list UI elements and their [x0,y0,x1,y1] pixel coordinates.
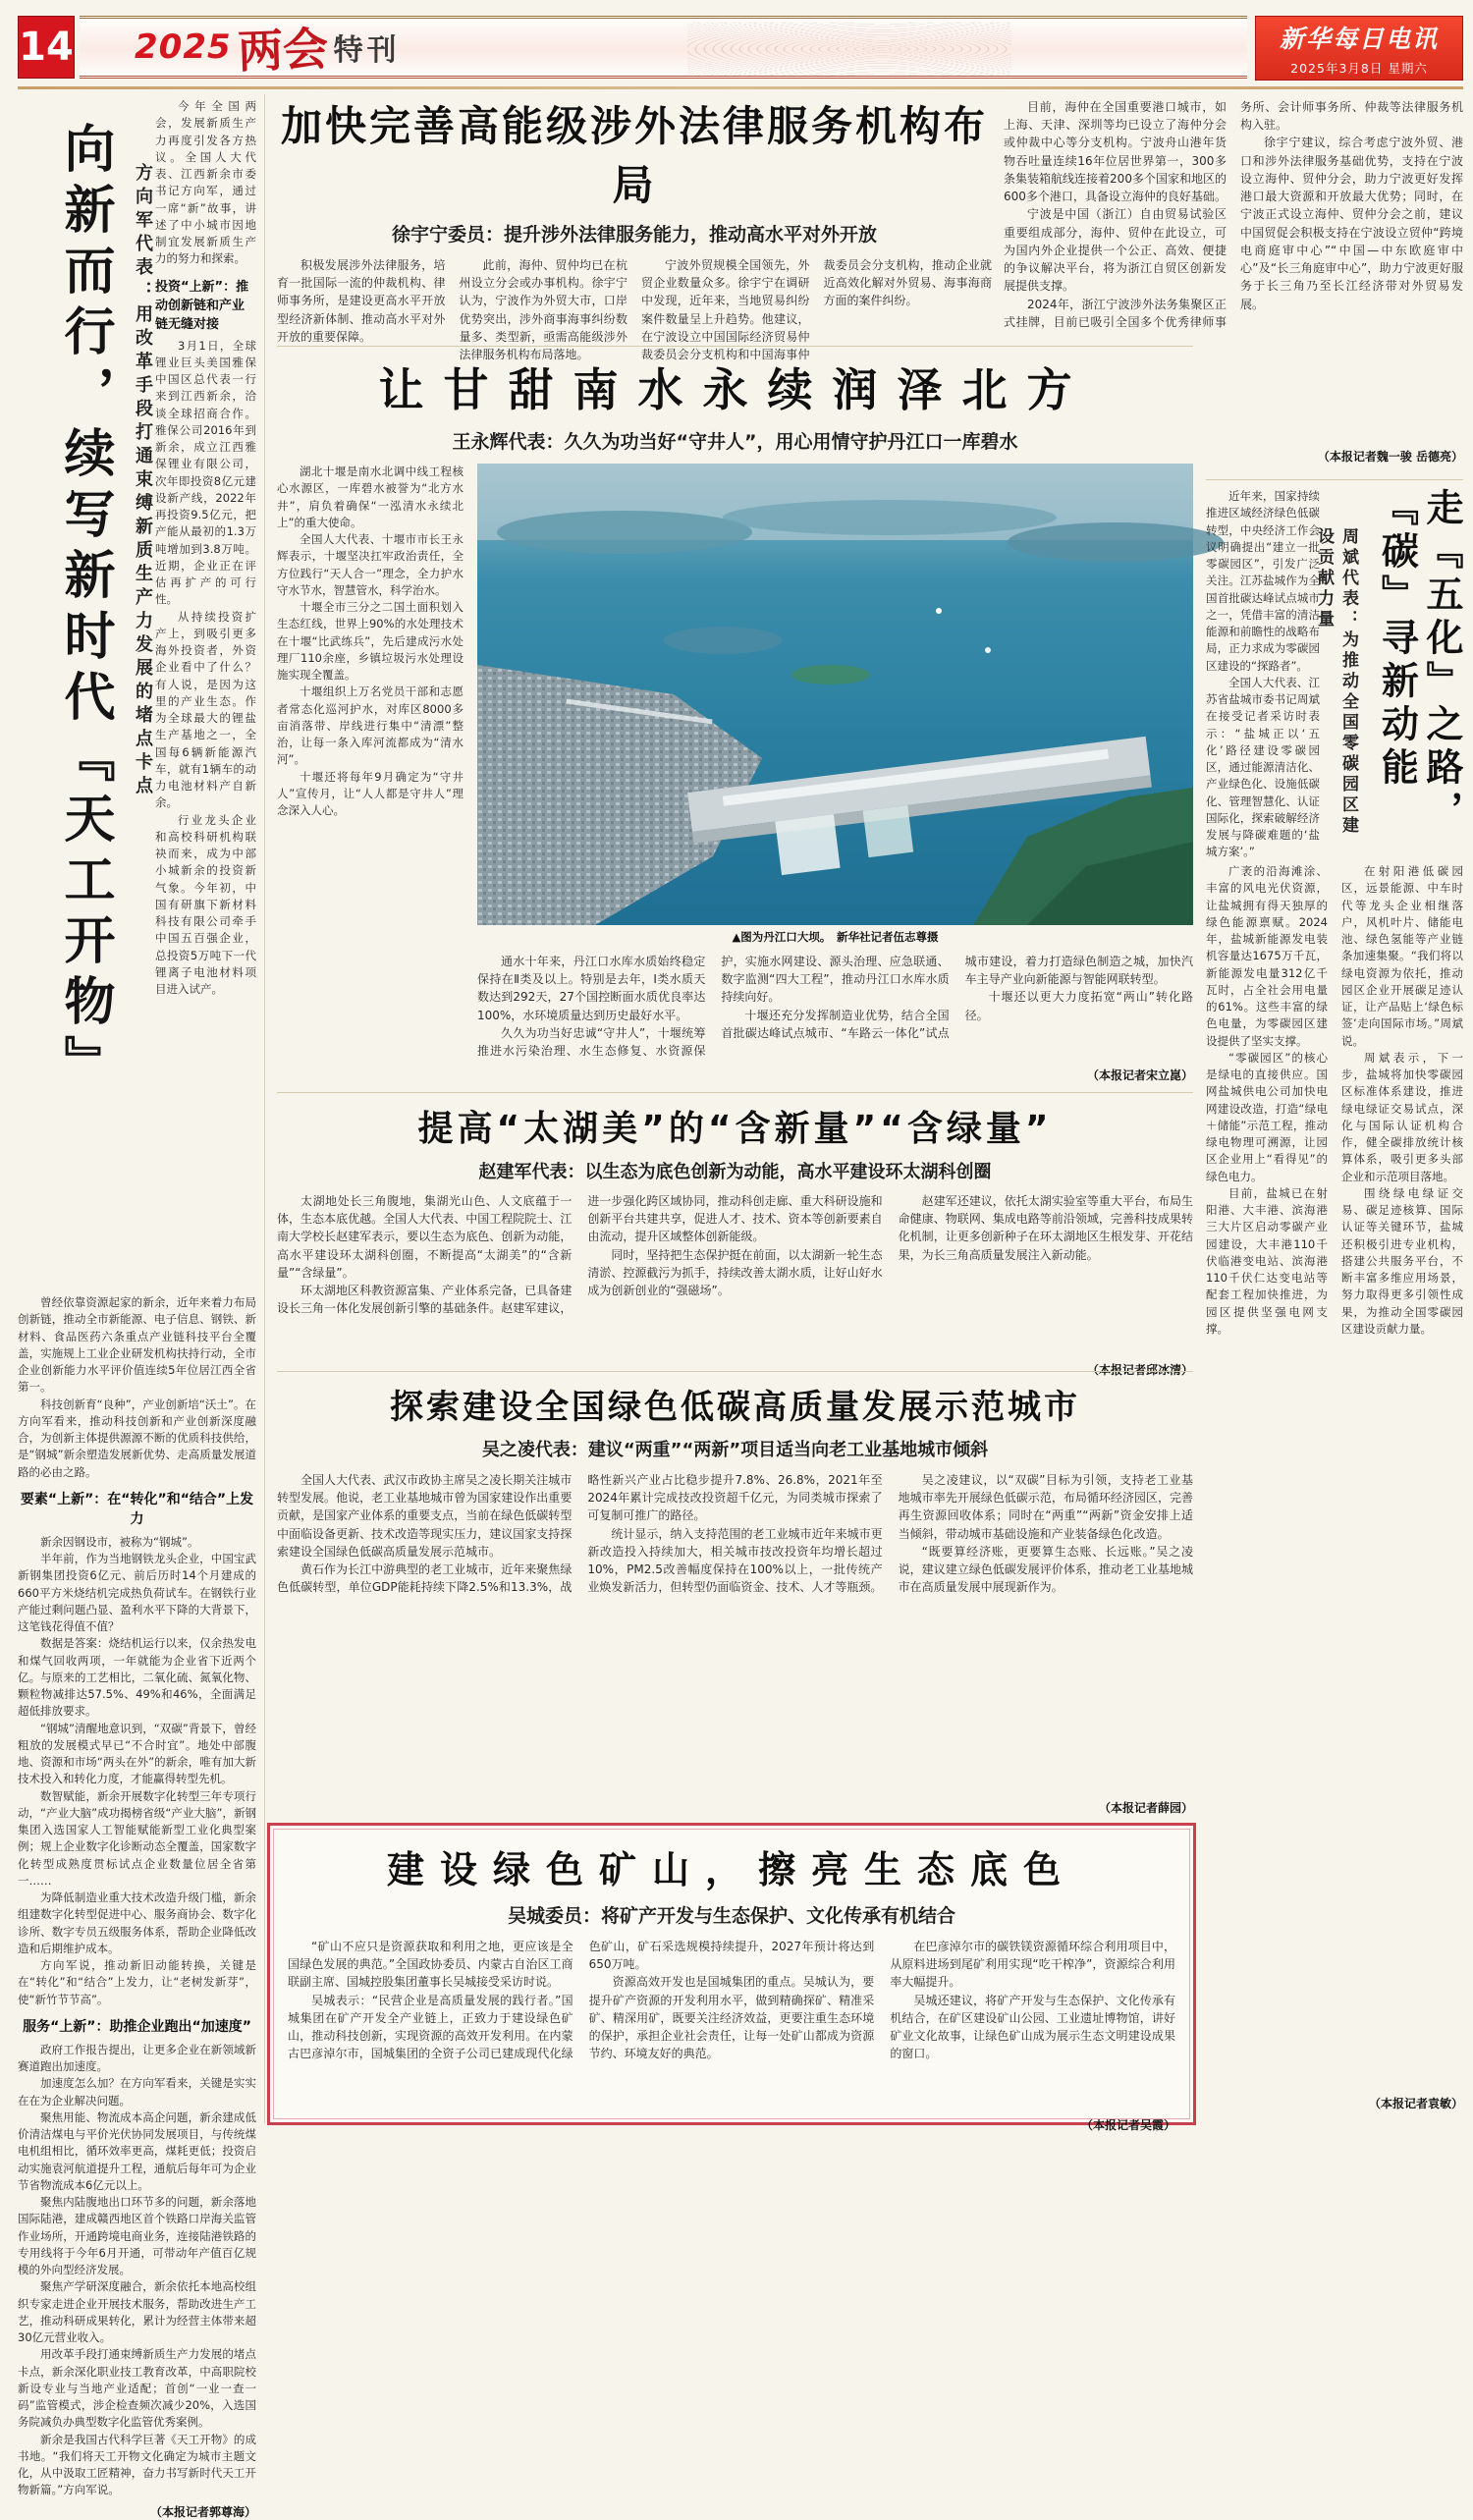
body-paragraph: 宁波外贸规模全国领先，外贸企业数量众多。徐宇宁在调研中发现，近年来，当地贸易纠纷案件数量呈上升趋势。他建议，在宁波设立中国国际经济贸易仲裁委员会分支机构和中国海事仲裁委员会分支机构，推动企业就近高效化解对外贸易、海事海商方面的案件纠纷。 [641,258,992,362]
article-mine-headline: 建设绿色矿山，擦亮生态底色 [386,1848,1076,1891]
body-paragraph: 久久为功当好忠诚“守井人”，十堰统筹推进水污染治理、水生态修复、水资源保护，实施水网建设、源头治理、应急联通、数字监测“四大工程”，推动丹江口水库水质持续向好。 [477,955,950,1059]
danjiangkou-dam-photo [477,464,1193,925]
body-paragraph: “既要算经济账，更要算生态账、长远账。”吴之凌说，建议建立绿色低碳发展评价体系，推动老工业基地城市在高质量发展中展现新作为。 [898,1544,1193,1595]
body-paragraph: 周斌表示，下一步，盐城将加快零碳园区标准体系建设，推进绿电绿证交易试点，深化与国际认证机构合作，健全碳排放统计核算体系，吸引更多头部企业和示范项目落地。 [1341,1050,1463,1183]
body-paragraph: 宁波是中国（浙江）自由贸易试验区重要组成部分，海仲、贸仲在此设立，可为国内外企业提供一个公正、高效、便捷的争议解决平台，将为浙江自贸区创新发展提供支撑。 [1004,207,1227,294]
article-carbon-subhead-vertical: 周斌代表：为推动全国零碳园区建设贡献力量 [1314,527,1358,837]
article-water-right [477,464,1193,1083]
article-water-subhead: 王永辉代表：久久为功当好“守井人”，用心用情守护丹江口一库碧水 [452,431,1018,453]
article-carbon [1206,479,1463,2127]
body-paragraph: 湖北十堰是南水北调中线工程核心水源区，一库碧水被誉为“北方水井”，肩负着确保“一泓清水永续北上”的重大使命。 [277,465,464,529]
body-paragraph: 科技创新育“良种”，产业创新培“沃土”。在方向军看来，推动科技创新和产业创新深度融合，为创新主体提供源源不断的优质科技供给，是“钢城”新余塑造发展新优势、走高质量发展道路的必由之路。 [18,1397,256,1479]
body-paragraph: 徐宇宁建议，综合考虑宁波外贸、港口和涉外法律服务基础优势，支持在宁波设立海仲、贸仲分会，助力宁波更好发挥港口最大资源和开放最大优势；同时，在宁波正式设立海仲、贸仲分会之前，建议中国贸促会积极支持在宁波设立贸仲“跨境电商庭审中心”“中国—中东欧庭审中心”及“长三角庭审中心”，助力宁波更好服务于长三角乃至长江经济带对外贸易发展。 [1240,136,1463,311]
body-paragraph: “矿山不应只是资源获取和利用之地，更应该是全国绿色发展的典范。”全国政协委员、内蒙古自治区工商联副主席、国城控股集团董事长吴城接受采访时说。 [288,1940,573,1990]
article-legal-subhead: 徐宇宁委员：提升涉外法律服务能力，推动高水平对外开放 [391,224,877,246]
article-taihu-headline: 提高“太湖美”的“含新量”“含绿量” [417,1109,1053,1149]
left-feature-byline: （本报记者郭尊海） [149,2504,256,2519]
article-city-headline: 探索建设全国绿色低碳高质量发展示范城市 [390,1388,1080,1427]
article-city-byline: （本报记者薛园） [1098,1801,1193,1815]
masthead-box [1255,16,1463,81]
section-heading-service: 服务“上新”：助推企业跑出“加速度” [23,2018,251,2035]
body-paragraph: 同时，坚持把生态保护挺在前面，以太湖新一轮生态清淤、控源截污为抓手，持续改善太湖水质，让好山好水成为创新创业的“强磁场”。 [587,1247,883,1298]
body-paragraph: 在巴彦淖尔市的碳铁镁资源循环综合利用项目中，从原料进场到尾矿利用实现“吃干榨净”，资源综合利用率大幅提升。 [890,1940,1175,1990]
article-city-subhead: 吴之凌代表：建议“两重”“两新”项目适当向老工业基地城市倾斜 [481,1440,989,1460]
left-feature-headline-vertical: 向新而行，续写新时代『天工开物』 [55,122,114,1096]
body-paragraph: 围绕绿电绿证交易、碳足迹核算、国际认证等关键环节，盐城还积极引进专业机构，搭建公共服务平台，不断丰富多维应用场景，努力取得更多引领性成果，为推动全国零碳园区建设贡献力量。 [1341,1185,1463,1336]
body-paragraph: 在射阳港低碳园区，远景能源、中车时代等龙头企业相继落户，风机叶片、储能电池、绿色氢能等产业链条加速集聚。“我们将以绿电资源为依托，推动园区企业开展碳足迹认证，让产品贴上‘绿色标签’走向国际市场。”周斌说。 [1341,864,1463,1048]
body-paragraph: 太湖地处长三角腹地，集湖光山色、人文底蕴于一体，生态本底优越。全国人大代表、中国工程院院士、江南大学校长赵建军表示，要以生态为底色、创新为动能，高水平建设环太湖科创圈，不断提高“太湖美”的“含新量”“含绿量”。 [277,1194,573,1280]
body-paragraph: 半年前，作为当地钢铁龙头企业，中国宝武新钢集团投资6亿元、前后历时14个月建成的660平方米烧结机完成热负荷试车。在钢铁行业产能过剩问题凸显、盈利水平下降的大背景下，这笔钱花得值不值？ [18,1552,256,1633]
banner-swirl-decoration [687,23,1011,76]
article-taihu [277,1092,1193,1377]
banner-brand-calligraphy: 两会 [236,22,329,79]
article-legal-byline: （本报记者魏一骏 岳德亮） [1317,450,1463,464]
body-paragraph: 赵建军还建议，依托太湖实验室等重大平台，布局生命健康、物联网、集成电路等前沿领域，完善科技成果转化机制，让更多创新种子在环太湖地区生根发芽、开花结果，为长三角高质量发展注入新动能。 [898,1194,1193,1262]
left-feature-subhead-vertical: 方向军代表：用改革手段打通束缚新质生产力发展的堵点卡点 [133,163,153,799]
article-legal-main [277,94,992,362]
article-water-bottom-columns [477,953,1193,1063]
body-paragraph: 资源高效开发也是国城集团的重点。吴城认为，要提升矿产资源的开发利用水平，做到精确探矿、精准采矿、精深用矿，既要关注经济效益，更要注重生态环境的保护，承担企业社会责任，让每一处矿山都成为资源节约、环境友好的典范。 [588,1975,875,2061]
body-paragraph: 十堰组织上万名党员干部和志愿者常态化巡河护水，对库区8000多亩消落带、岸线进行集中“清漂”整治，让每一条入库河流都成为“清水河”。 [277,685,464,767]
body-paragraph: 曾经依靠资源起家的新余，近年来着力布局创新链，推动全市新能源、电子信息、钢铁、新材料、食品医药六条重点产业链科技平台全覆盖，实施规上工业企业研发机构扶持行动，全市企业创新能力水平评价值连续5年位居江西全省第一。 [18,1295,256,1395]
body-paragraph: 方向军说，推动新旧动能转换，关键是在“转化”和“结合”上发力，让“老树发新芽”，使“新竹节节高”。 [18,1958,256,2006]
body-paragraph: 2024年，浙江宁波涉外法务集聚区正式挂牌，目前已吸引全国多个优秀律师事务所、会计师事务所、仲裁等法律服务机构入驻。 [1004,100,1463,329]
body-paragraph: 政府工作报告提出，让更多企业在新领域新赛道跑出加速度。 [18,2042,256,2073]
edition-banner [80,16,1247,79]
article-taihu-byline: （本报记者邱冰清） [1086,1363,1193,1377]
body-paragraph: 用改革手段打通束缚新质生产力发展的堵点卡点，新余深化职业技工教育改革，中高职院校新设专业与当地产业适配；首创“一业一查一码”监管模式，涉企检查频次减少20%，入选国务院减负办典型数字化监管优秀案例。 [18,2347,256,2430]
body-paragraph: 行业龙头企业和高校科研机构联袂而来，成为中部小城新余的投资新气象。今年初，中国有研旗下新材料科技有限公司牵手中国五百强企业，总投资5万吨下一代锂离子电池材料项目进入试产。 [155,812,256,996]
section-invest-paras [18,1294,256,1481]
article-mine-byline: （本报记者吴霞） [1080,2118,1175,2132]
article-legal-headline: 加快完善高能级涉外法律服务机构布局 [280,102,988,209]
body-paragraph: 聚焦内陆腹地出口环节多的问题，新余落地国际陆港，建成赣西地区首个铁路口岸海关监管作业场所，开通跨境电商业务，连接陆港铁路的专用线将于今年6月开通，可带动年产值百亿规模的外向型经济发展。 [18,2195,256,2276]
article-carbon-lead-column [1206,488,1320,859]
body-paragraph: 通水十年来，丹江口水库水质始终稳定保持在Ⅱ类及以上。特别是去年，Ⅰ类水质天数达到292天，27个国控断面水质优良率达100%，水环境质量达到历史最好水平。 [477,955,706,1022]
left-feature-intro: 今年全国两会，发展新质生产力再度引发各方热议。全国人大代表、江西新余市委书记方向军，通过一席“新”故事，讲述了中小城市因地制宜发展新质生产力的努力和探索。 [155,99,256,266]
article-carbon-top [1206,488,1463,859]
header-rule [18,86,1463,89]
body-paragraph: 统计显示，纳入支持范围的老工业城市近年来城市更新改造投入持续加大，相关城市技改投资年均增长超过10%，PM2.5改善幅度保持在100%以上，一批传统产业焕发新活力，但转型仍面临资金、技术、人才等瓶颈。 [587,1526,883,1595]
body-paragraph: “零碳园区”的核心是绿电的直接供应。国网盐城供电公司加快电网建设改造，打造“绿电＋储能”示范工程，推动绿电物理可溯源，让园区企业用上“看得见”的绿色电力。 [1206,1050,1328,1183]
masthead-title: 新华每日电讯 [1279,25,1439,53]
masthead-date: 2025年3月8日 星期六 [1290,61,1428,76]
photo-caption: ▲图为丹江口大坝。 新华社记者伍志尊摄 [732,930,939,944]
body-paragraph: 目前，盐城已在射阳港、大丰港、滨海港三大片区启动零碳产业园建设，大丰港110千伏临港变电站、滨海港110千伏仁达变电站等配套工程加快推进，为园区提供坚强电网支撑。 [1206,1185,1328,1336]
section-heading-invest: 投资“上新”：推动创新链和产业链无缝对接 [155,279,249,332]
body-paragraph: 此前，海仲、贸仲均已在杭州设立分会或办事机构。徐宇宁认为，宁波作为外贸大市，口岸优势突出，涉外商事海事纠纷数量多、类型新，亟需高能级涉外法律服务机构布局落地。 [459,258,627,362]
body-paragraph: 从持续投资扩产上，到吸引更多海外投资者，外资企业看中了什么？有人说，是因为这里的产业生态。作为全球最大的锂盐生产基地之一，全国每6辆新能源汽车，就有1辆车的动力电池材料产自新余。 [155,609,256,810]
body-paragraph: 环太湖地区科教资源富集、产业体系完备，已具备建设长三角一体化发展创新引擎的基础条件。赵建军建议，进一步强化跨区域协同，推动科创走廊、重大科研设施和创新平台共建共享，促进人才、技术、资本等创新要素自由流动，提升区域整体创新能级。 [277,1194,883,1316]
body-paragraph: 数据是答案：烧结机运行以来，仅余热发电和煤气回收两项，一年就能为企业省下近两个亿。与原来的工艺相比，二氧化硫、氮氧化物、颗粒物减排达57.5%、49%和46%，全面满足超低排放要求。 [18,1636,256,1719]
body-paragraph: 十堰全市三分之二国土面积划入生态红线，世界上90%的水处理技术在十堰“比武练兵”，先后建成污水处理厂110余座，乡镇垃圾污水处理设施实现全覆盖。 [277,600,464,682]
article-mine-columns [288,1938,1175,2112]
left-feature-intro-column [155,94,256,1290]
article-taihu-subhead: 赵建军代表：以生态为底色创新为动能，高水平建设环太湖科创圈 [478,1162,992,1182]
body-paragraph: 积极发展涉外法律服务，培育一批国际一流的仲裁机构、律师事务所，是建设更高水平开放型经济新体制、推动高水平对外开放的重要保障。 [277,258,446,344]
body-paragraph: 新余是我国古代科学巨著《天工开物》的成书地。“我们将天工开物文化确定为城市主题文化，从中汲取工匠精神，奋力书写新时代天工开物新篇。”方向军说。 [18,2432,256,2497]
body-paragraph: 目前，海仲在全国重要港口城市，如上海、天津、深圳等均已设立了海仲分会或仲裁中心等分支机构。宁波舟山港年货物吞吐量连续16年位居世界第一，300多条集装箱航线连接着200多个国家和地区的600多个港口，具备设立海仲的良好基础。 [1004,100,1227,204]
page-number-badge: 14 [18,16,75,79]
body-paragraph: 黄石作为长江中游典型的老工业城市，近年来聚焦绿色低碳转型，单位GDP能耗持续下降2.5%和13.3%，战略性新兴产业占比稳步提升7.8%、26.8%，2021年至2024年累计完成技改投资超千亿元，为同类城市探索了可复制可推广的路径。 [277,1473,883,1595]
article-city [277,1371,1193,1815]
body-paragraph: 新余因钢设市，被称为“钢城”。 [40,1534,199,1549]
article-water-headline: 让甘甜南水永续润泽北方 [378,363,1092,416]
article-taihu-columns [277,1192,1193,1357]
article-carbon-headline-vertical: 走『五化』之路，『碳』寻新动能 [1375,488,1463,834]
body-paragraph: 近年来，国家持续推进区域经济绿色低碳转型，中央经济工作会议明确提出“建立一批零碳园区”，引发广泛关注。江苏盐城作为全国首批碳达峰试点城市之一，凭借丰富的清洁能源和前瞻性的战略布局，正力求成为零碳园区建设的“探路者”。 [1206,489,1320,673]
left-feature-top [18,94,256,1290]
body-paragraph: 吴城表示：“民营企业是高质量发展的践行者。”国城集团在矿产开发全产业链上，正致力于建设绿色矿山，推动科技创新，实现资源的高效开发利用。在内蒙古巴彦淖尔市，国城集团的全资子公司已建成现代化绿色矿山，矿石采选规模持续提升，2027年预计将达到650万吨。 [288,1940,875,2061]
section-service-paras [18,2042,256,2499]
article-city-columns [277,1471,1193,1795]
body-paragraph: 十堰还充分发挥制造业优势，结合全国首批碳达峰试点城市、“车路云一体化”试点城市建设，着力打造绿色制造之城，加快汽车主导产业向新能源与智能网联转型。 [721,955,1193,1040]
article-carbon-byline: （本报记者袁敏） [1368,2097,1463,2110]
article-mine-box [267,1823,1196,2132]
body-paragraph: 广袤的沿海滩涂、丰富的风电光伏资源，让盐城拥有得天独厚的绿色能源禀赋。2024年，盐城新能源发电装机容量达1675万千瓦，新能源发电量312亿千瓦时，占全社会用电量的61%。这些丰富的绿色电量，为零碳园区建设提供了坚实支撑。 [1206,864,1328,1048]
body-paragraph: 聚焦用能、物流成本高企问题，新余建成低价清洁煤电与平价光伏协同发展项目，与传统煤电机组相比，循环效率更高，煤耗更低；投资启动实施袁河航道提升工程，通航后每年可为企业节省物流成本6亿元以上。 [18,2109,256,2192]
banner-year: 2025 [135,27,232,67]
body-paragraph: 吴之凌建议，以“双碳”目标为引领，支持老工业基地城市率先开展绿色低碳示范，布局循环经济园区，完善再生资源回收体系；同时在“两重”“两新”资金安排上适当倾斜，带动城市基础设施和产业装备绿色化改造。 [898,1473,1193,1541]
article-water-left-column [277,464,464,1063]
body-paragraph: 数智赋能，新余开展数字化转型三年专项行动，“产业大脑”成功揭榜省级“产业大脑”，新钢集团入选国家人工智能赋能新型工业化典型案例；规上企业数字化诊断动态全覆盖，国家数字化转型成熟度贯标试点企业数量位居全省第一…… [18,1788,256,1888]
body-paragraph: 加速度怎么加？在方向军看来，关键是实实在在为企业解决问题。 [18,2076,256,2108]
section-factor-paras [18,1534,256,2008]
body-paragraph: 为降低制造业重大技术改造升级门槛，新余组建数字化转型促进中心、服务商协会、数字化诊所、数字专员五级服务体系，帮助企业降低改造和后期维护成本。 [18,1890,256,1955]
banner-suffix: 特刊 [333,33,401,68]
article-water-byline: （本报记者宋立崑） [1086,1068,1193,1082]
body-paragraph: 十堰还以更大力度拓宽“两山”转化路径。 [964,990,1193,1022]
body-paragraph: 全国人大代表、武汉市政协主席吴之凌长期关注城市转型发展。他说，老工业基地城市曾为国家建设作出重要贡献，是国家产业体系的重要支点，当前在绿色低碳转型中面临设备更新、技术改造等现实压力，建议国家支持探索建设全国绿色低碳高质量发展示范城市。 [277,1473,573,1559]
body-paragraph: 十堰还将每年9月确定为“守井人”宣传月，让“人人都是守井人”理念深入人心。 [277,769,464,817]
article-carbon-columns [1206,863,1463,2091]
body-paragraph: 3月1日，全球锂业巨头美国雅保中国区总代表一行来到江西新余，洽谈全球招商合作。雅保公司2016年到新余，成立江西雅保锂业有限公司，次年即投资8亿元建设新产线，2022年再投资9.5亿元，把产能从最初的1.3万吨增加到3.8万吨。近期，企业正在评估再扩产的可行性。 [155,338,256,607]
left-feature-bottom [18,1290,256,2519]
left-feature-article [18,94,265,2519]
body-paragraph: 聚焦产学研深度融合，新余依托本地高校组织专家走进企业开展技术服务，帮助改进生产工艺，推动科研成果转化，累计为经营主体带来超30亿元营业收入。 [18,2279,256,2344]
page-header [18,10,1463,82]
article-water [277,346,1193,1088]
body-paragraph: “钢城”清醒地意识到，“双碳”背景下，曾经粗放的发展模式早已“不合时宜”。地处中部腹地、资源和市场“两头在外”的新余，唯有加大新技术投入和转化力度，才能赢得转型先机。 [18,1721,256,1786]
section-heading-factor: 要素“上新”：在“转化”和“结合”上发力 [20,1491,254,1527]
body-paragraph: 吴城还建议，将矿产开发与生态保护、文化传承有机结合，在矿区建设矿山公园、工业遗址博物馆，讲好矿业文化故事，让绿色矿山成为展示生态文明建设成果的窗口。 [890,1993,1175,2061]
body-paragraph: 全国人大代表、江苏省盐城市委书记周斌在接受记者采访时表示：“盐城正以‘五化’路径建设零碳园区，通过能源清洁化、产业绿色化、设施低碳化、管理智慧化、认证国际化，探索破解经济发展与降碳难题的‘盐城方案’。” [1206,675,1320,859]
article-mine-subhead: 吴城委员：将矿产开发与生态保护、文化传承有机结合 [507,1905,955,1927]
body-paragraph: 全国人大代表、十堰市市长王永辉表示，十堰坚决扛牢政治责任，全方位践行“天人合一”理念，全力护水守水节水，智慧管水，科学治水。 [277,532,464,597]
section-invest-column-paras [155,338,256,999]
